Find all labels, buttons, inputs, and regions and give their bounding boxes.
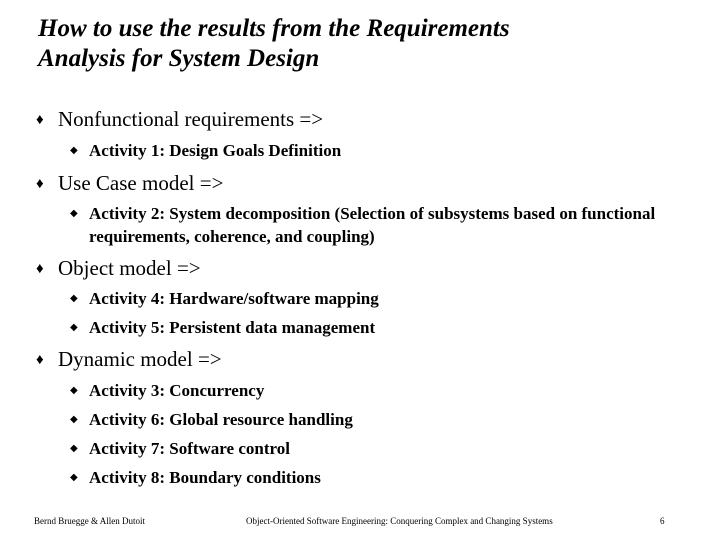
sub-bullet-text: Activity 2: System decomposition (Selection of subsystems based on functional requirements, coherence, and coupling) xyxy=(89,204,656,246)
bullet-object-model xyxy=(36,256,696,281)
sub-bullet-activity-8 xyxy=(70,466,690,489)
bullet-label: Object model => xyxy=(58,256,201,280)
sub-bullet-text: Activity 7: Software control xyxy=(89,439,290,458)
diamond-sub-bullet-icon: ◆ xyxy=(70,293,78,304)
footer-page-number: 6 xyxy=(660,516,665,526)
sub-bullet-activity-4 xyxy=(70,287,690,310)
bullet-label: Dynamic model => xyxy=(58,347,222,371)
diamond-sub-bullet-icon: ◆ xyxy=(70,472,78,483)
bullet-nonfunctional-requirements xyxy=(36,107,696,132)
diamond-bullet-icon: ♦ xyxy=(36,112,44,128)
diamond-bullet-icon: ♦ xyxy=(36,176,44,192)
sub-bullet-text: Activity 3: Concurrency xyxy=(89,381,265,400)
diamond-sub-bullet-icon: ◆ xyxy=(70,322,78,333)
bullet-use-case-model xyxy=(36,171,696,196)
sub-bullet-activity-2 xyxy=(70,202,690,248)
sub-bullet-text: Activity 5: Persistent data management xyxy=(89,318,376,337)
diamond-sub-bullet-icon: ◆ xyxy=(70,385,78,396)
footer-book-title: Object-Oriented Software Engineering: Conquering Complex and Changing Systems xyxy=(246,516,553,526)
sub-bullet-text: Activity 6: Global resource handling xyxy=(89,410,353,429)
sub-bullet-activity-7 xyxy=(70,437,690,460)
sub-bullet-activity-6 xyxy=(70,408,690,431)
bullet-label: Use Case model => xyxy=(58,171,224,195)
sub-bullet-activity-1 xyxy=(70,139,690,162)
footer-authors: Bernd Bruegge & Allen Dutoit xyxy=(34,516,145,526)
bullet-label: Nonfunctional requirements => xyxy=(58,107,324,131)
diamond-sub-bullet-icon: ◆ xyxy=(70,145,78,156)
sub-bullet-text: Activity 8: Boundary conditions xyxy=(89,468,321,487)
diamond-bullet-icon: ♦ xyxy=(36,352,44,368)
slide-title-line-2: Analysis for System Design xyxy=(38,45,320,72)
sub-bullet-activity-3 xyxy=(70,379,690,402)
sub-bullet-text: Activity 4: Hardware/software mapping xyxy=(89,289,379,308)
diamond-bullet-icon: ♦ xyxy=(36,261,44,277)
sub-bullet-activity-5 xyxy=(70,316,690,339)
slide-title-line-1: How to use the results from the Requirements xyxy=(38,15,510,42)
diamond-sub-bullet-icon: ◆ xyxy=(70,208,78,219)
diamond-sub-bullet-icon: ◆ xyxy=(70,414,78,425)
bullet-dynamic-model xyxy=(36,347,696,372)
sub-bullet-text: Activity 1: Design Goals Definition xyxy=(89,141,342,160)
diamond-sub-bullet-icon: ◆ xyxy=(70,443,78,454)
slide-title xyxy=(38,14,698,74)
